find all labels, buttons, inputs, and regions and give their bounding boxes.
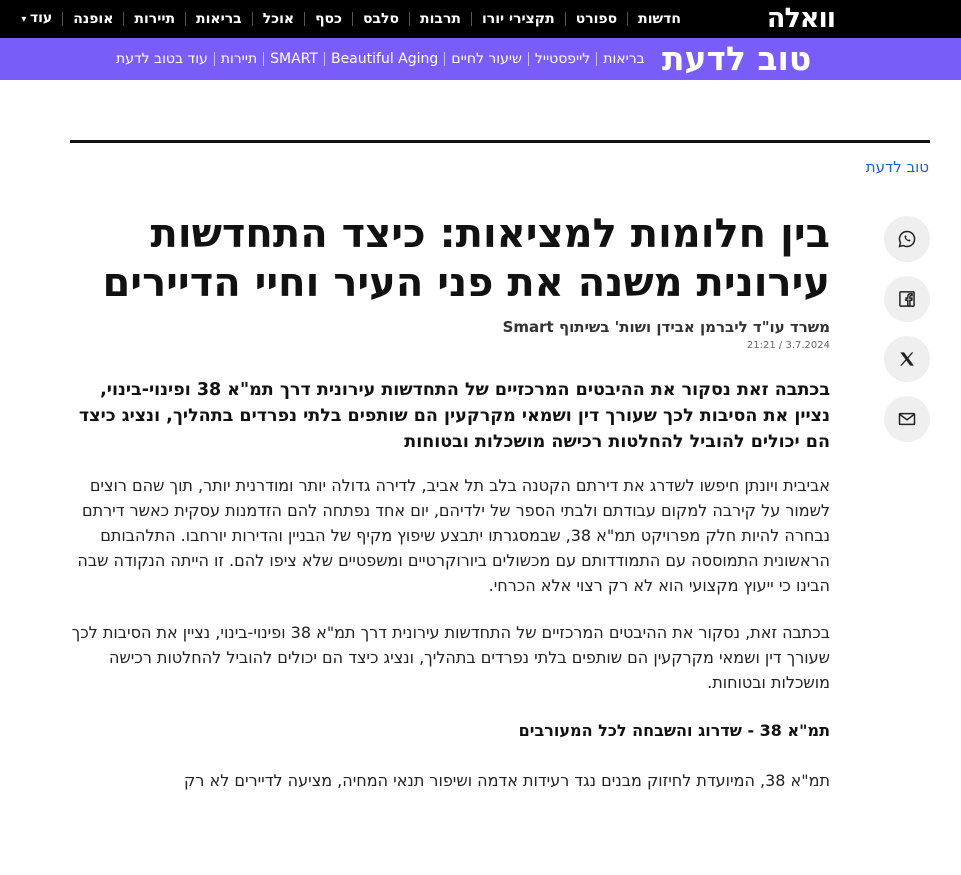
top-nav-item-sport[interactable]: ספורט (565, 12, 627, 26)
section-nav (0, 38, 961, 80)
top-nav-menu (11, 0, 691, 38)
article-paragraph: בכתבה זאת, נסקור את ההיבטים המרכזיים של התחדשות עירונית דרך תמ"א 38 ופינוי-בינוי, נציין את הסיבות לכך שעורך דין ושמאי מקרקעין הם שותפים בלתי נפרדים בתהליך, ונציג כיצד הם יכולים להוביל להחלטות רכישה מושכלות ובטוחות. (71, 623, 830, 692)
top-nav-item-travel[interactable]: תיירות (123, 12, 185, 26)
top-nav-item-fashion[interactable]: אופנה (62, 12, 123, 26)
share-mail-button[interactable] (884, 396, 930, 442)
section-nav-item-more[interactable]: עוד בטוב לדעת (116, 51, 208, 67)
article-paragraph: אביבית ויונתן חיפשו לשדרג את דירתם הקטנה בלב תל אביב, לדירה גדולה יותר ומודרנית יותר, תוך שהם רוצים לשמור על קירבה למקום עבודתם ולבתי הספר של ילדיהם, יום אחד נפתחה להם הזדמנות עסקית כאשר דירתם נבחרה להיות חלק מפרויקט תמ"א 38, שבמסגרתו יתבצע שיפוץ מקיף של הבניין והדירות יורחבו. התלהבותם הראשונית התמוססה עם התמודדותם עם מכשולים ביורוקרטיים ומשפטיים שלא ציפו להם. זו הייתה הנקודה שבה הבינו כי ייעוץ מקצועי הוא לא רק רצוי אלא הכרחי. (77, 476, 830, 595)
whatsapp-icon (897, 229, 917, 249)
header-divider (70, 140, 930, 143)
article (60, 210, 830, 793)
site-top-nav (0, 0, 961, 38)
article-headline: בין חלומות למציאות: כיצד התחדשות עירונית משנה את פני העיר וחיי הדיירים (102, 211, 830, 306)
section-title[interactable]: טוב לדעת (662, 39, 812, 78)
section-nav-item-health[interactable]: בריאות (596, 52, 651, 66)
top-nav-item-euro[interactable]: תקצירי יורו (471, 12, 565, 26)
mail-icon (897, 409, 917, 429)
breadcrumb[interactable]: טוב לדעת (865, 158, 929, 176)
top-nav-item-celebs[interactable]: סלבס (352, 12, 409, 26)
article-byline: משרד עו"ד ליברמן אבידן ושות' בשיתוף Smart (502, 318, 830, 336)
top-nav-item-food[interactable]: אוכל (252, 12, 304, 26)
share-whatsapp-button[interactable] (884, 216, 930, 262)
share-x-button[interactable] (884, 336, 930, 382)
section-nav-item-smart[interactable]: SMART (263, 52, 324, 66)
top-nav-item-more[interactable]: עוד ▾ (11, 11, 62, 27)
article-lead: בכתבה זאת נסקור את ההיבטים המרכזיים של התחדשות עירונית דרך תמ"א 38 ופינוי-בינוי, נציין את הסיבות לכך שעורך דין ושמאי מקרקעין הם שותפים בלתי נפרדים בתהליך, ונציג כיצד הם יכולים להוביל להחלטות רכישה מושכלות ובטוחות (78, 380, 830, 452)
top-nav-item-culture[interactable]: תרבות (409, 12, 471, 26)
section-nav-item-travel[interactable]: תיירות (214, 52, 263, 66)
article-date: 3.7.2024 / 21:21 (746, 340, 830, 351)
top-nav-item-money[interactable]: כסף (304, 12, 352, 26)
share-facebook-button[interactable] (884, 276, 930, 322)
share-bar (883, 216, 930, 456)
section-nav-menu (110, 38, 651, 80)
article-subhead: תמ"א 38 - שדרוג והשבחה לכל המעורבים (518, 721, 830, 740)
section-nav-item-life-lesson[interactable]: שיעור לחיים (444, 52, 528, 66)
facebook-icon (897, 289, 917, 309)
top-nav-item-news[interactable]: חדשות (627, 12, 691, 26)
top-nav-item-health[interactable]: בריאות (185, 12, 252, 26)
article-paragraph: תמ"א 38, המיועדת לחיזוק מבנים נגד רעידות אדמה ושיפור תנאי המחיה, מציעה לדיירים לא רק (184, 771, 830, 790)
section-nav-item-lifestyle[interactable]: לייפסטייל (528, 52, 596, 66)
x-icon (897, 349, 917, 369)
walla-logo[interactable]: וואלה (766, 3, 835, 34)
section-nav-item-beautiful-aging[interactable]: Beautiful Aging (324, 52, 444, 66)
